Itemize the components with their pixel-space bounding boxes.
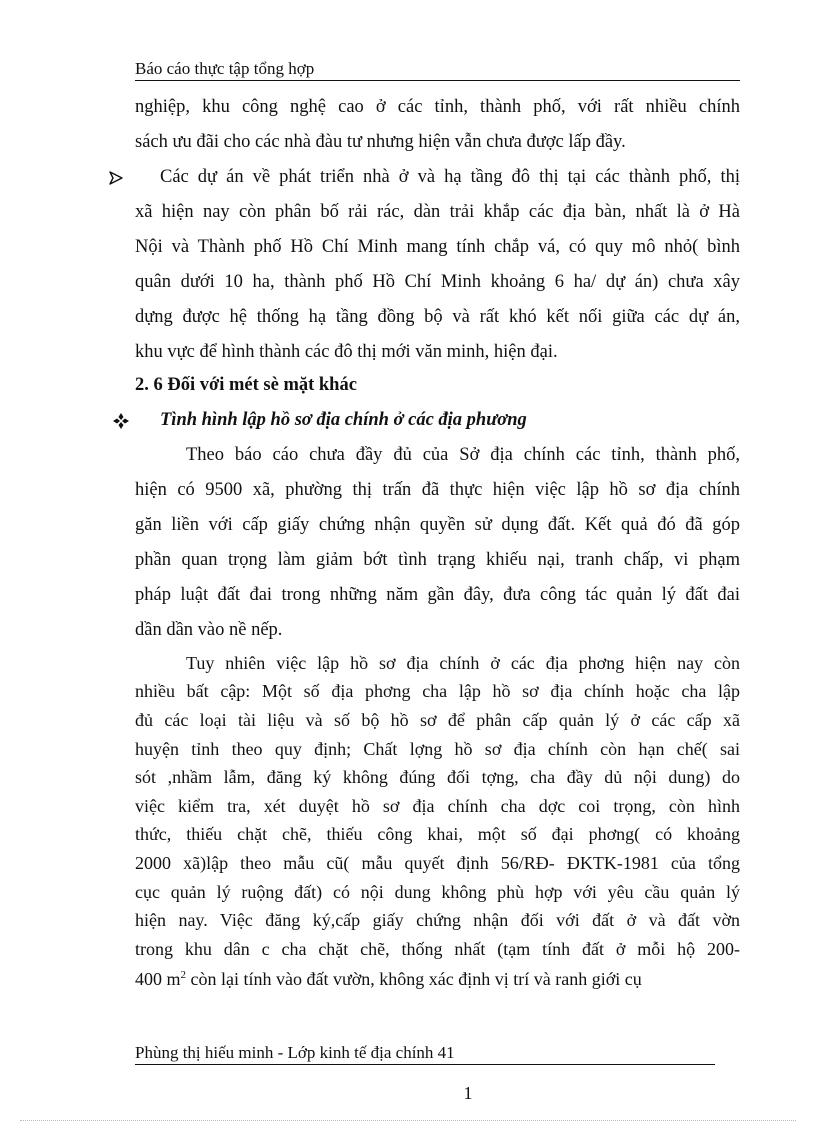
body-line: thức, thiếu chặt chẽ, thiếu công khai, một số đại phơng( có khoảng (135, 824, 740, 844)
body-line-rest: còn lại tính vào đất vườn, không xác định vị trí và ranh giới cụ (186, 969, 642, 989)
arrowhead-bullet-icon (108, 165, 124, 189)
page-number: 1 (463, 1083, 473, 1103)
body-line: cục quản lý ruộng đất) có nội dung không phù hợp với yêu cầu quản lý (135, 882, 740, 902)
body-line-last (135, 967, 740, 991)
body-line: xã hiện nay còn phân bố rải rác, dàn trải khắp các địa bàn, nhất là ở Hà (135, 202, 740, 222)
body-line: Theo báo cáo chưa đầy đủ của Sở địa chính các tỉnh, thành phố, (186, 445, 740, 465)
body-line: 2000 xã)lập theo mẫu cũ( mẫu quyết định 56/RĐ- ĐKTK-1981 của tổng (135, 853, 740, 873)
section-subheading: Tình hình lập hồ sơ địa chính ở các địa phương (160, 410, 527, 430)
page-footer (135, 1042, 715, 1065)
body-line: pháp luật đất đai trong những năm gần đây, đưa công tác quản lý đất đai (135, 585, 740, 605)
body-line: sót ,nhầm lẫm, đăng ký không đúng đối tợng, cha đầy dủ nội dung) do (135, 767, 740, 787)
page-header (135, 58, 740, 81)
body-line: dựng được hệ thống hạ tầng đồng bộ và rất khó kết nối giữa các dự án, (135, 307, 740, 327)
body-line: Các dự án về phát triển nhà ở và hạ tầng đô thị tại các thành phố, thị (160, 167, 740, 187)
body-line: khu vực để hình thành các đô thị mới văn minh, hiện đại. (135, 342, 558, 362)
body-line: hiện có 9500 xã, phường thị trấn đã thực hiện việc lập hồ sơ địa chính (135, 480, 740, 500)
body-line: đủ các loại tài liệu và số bộ hồ sơ để phân cấp quản lý ở các cấp xã (135, 710, 740, 730)
body-line: sách ưu đãi cho các nhà đàu tư nhưng hiện vẫn chưa được lấp đầy. (135, 132, 626, 152)
body-line: việc kiểm tra, xét duyệt hồ sơ địa chính cha dợc coi trọng, còn hình (135, 796, 740, 816)
body-line: phần quan trọng làm giảm bớt tình trạng khiếu nại, tranh chấp, vi phạm (135, 550, 740, 570)
body-line: quân dưới 10 ha, thành phố Hồ Chí Minh khoảng 6 ha/ dự án) chưa xây (135, 272, 740, 292)
body-line: nhiều bất cập: Một số địa phơng cha lập hồ sơ địa chính hoặc cha lập (135, 681, 740, 701)
body-line: găn liền với cấp giấy chứng nhận quyền sử dụng đất. Kết quả đó đã góp (135, 515, 740, 535)
body-line: dần dần vào nề nếp. (135, 620, 283, 640)
body-line: hiện nay. Việc đăng ký,cấp giấy chứng nhận đối với đất ở và đất vờn (135, 910, 740, 930)
body-line: trong khu dân c cha chặt chẽ, thống nhất (tạm tính đất ở mỗi hộ 200- (135, 939, 740, 959)
footer-text: Phùng thị hiếu minh - Lớp kinh tế địa chính 41 (135, 1043, 455, 1062)
body-line: huyện tỉnh theo quy định; Chất lợng hồ sơ địa chính còn hạn chế( sai (135, 739, 740, 759)
body-line: nghiệp, khu công nghệ cao ở các tỉnh, thành phố, với rất nhiều chính (135, 97, 740, 117)
body-line: Nội và Thành phố Hồ Chí Minh mang tính chắp vá, có quy mô nhỏ( bình (135, 237, 740, 257)
section-heading: 2. 6 Đối với mét sè mặt khác (135, 375, 357, 395)
body-line: Tuy nhiên việc lập hồ sơ địa chính ở các địa phơng hiện nay còn (186, 653, 740, 673)
area-exponent: 2 (180, 969, 187, 981)
area-value: 400 m (135, 969, 181, 989)
header-title: Báo cáo thực tập tổng hợp (135, 59, 315, 78)
four-diamond-bullet-icon (112, 408, 130, 432)
page-bottom-divider (20, 1120, 796, 1121)
